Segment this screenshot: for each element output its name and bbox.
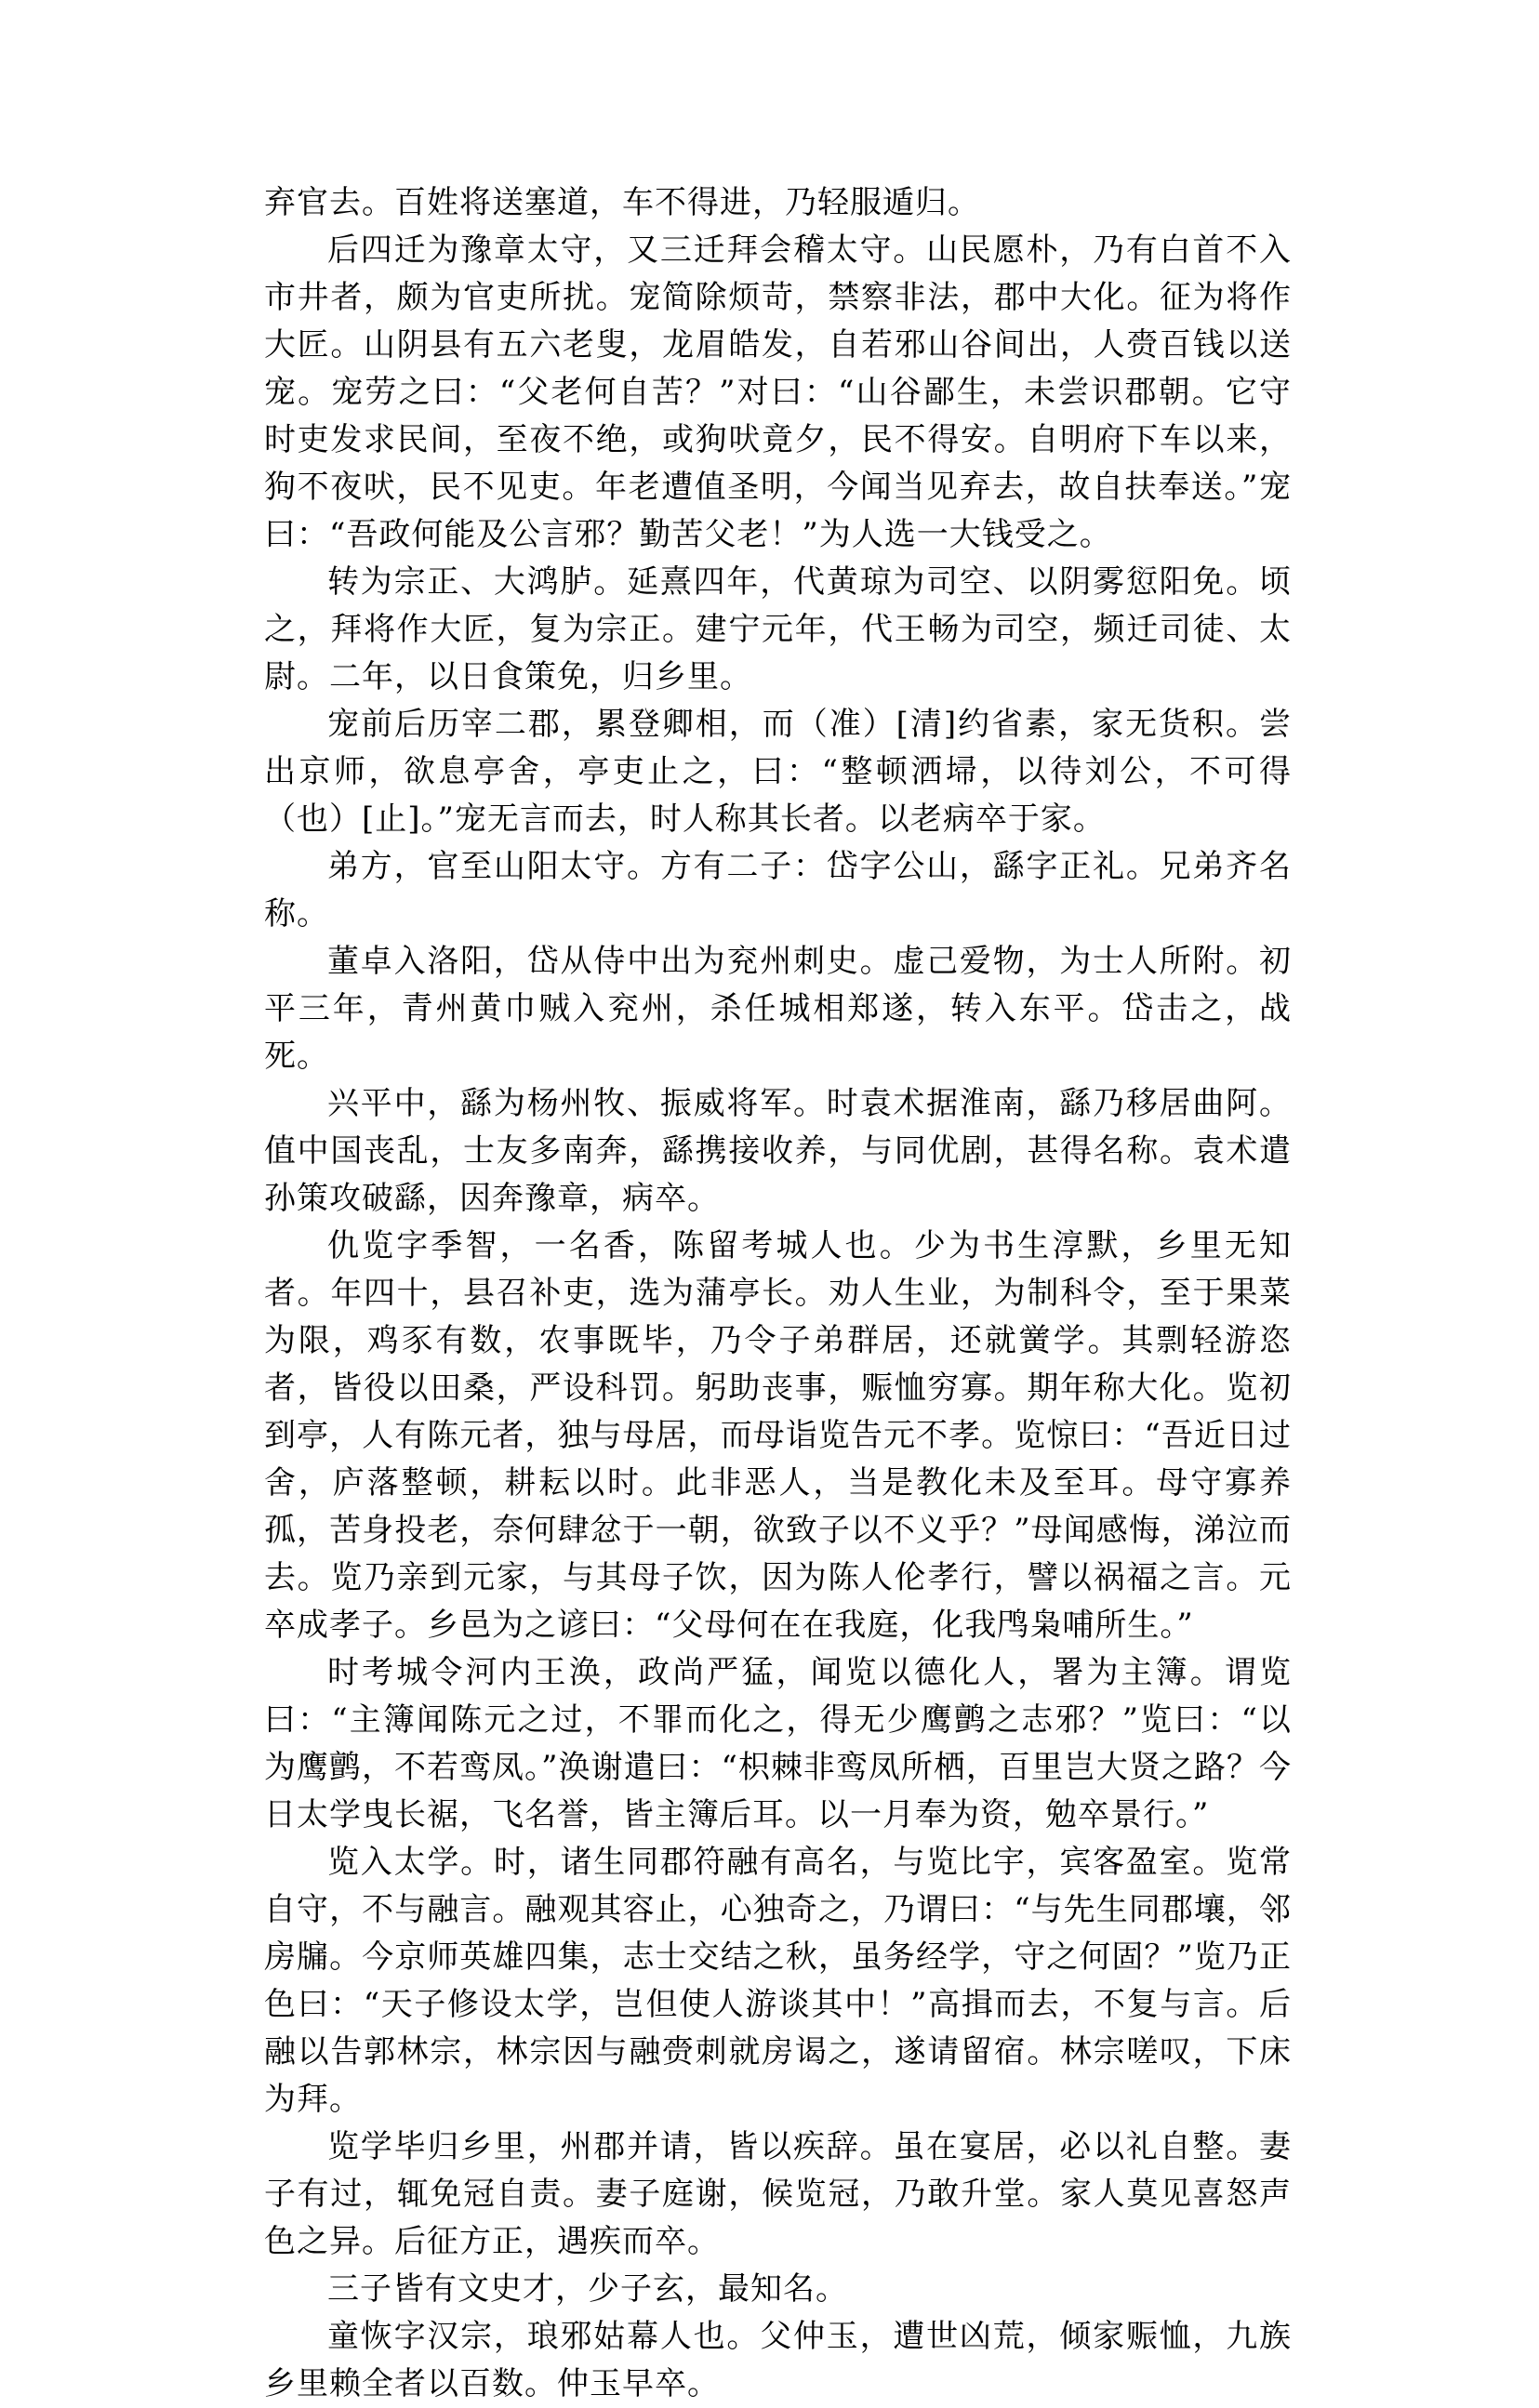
paragraph-7: 兴平中，繇为杨州牧、振威将军。时袁术据淮南，繇乃移居曲阿。值中国丧乱，士友多南奔，繇携接收养，与同优剧，甚得名称。袁术遣孙策攻破繇，因奔豫章，病卒。 [264, 1085, 1292, 1217]
paragraph-5: 弟方，官至山阳太守。方有二子：岱字公山，繇字正礼。兄弟齐名称。 [264, 848, 1292, 933]
paragraph-10: 览入太学。时，诸生同郡符融有高名，与览比宇，宾客盈室。览常自守，不与融言。融观其容止，心独奇之，乃谓曰：“与先生同郡壤，邻房牖。今京师英雄四集，志士交结之秋，虽务经学，守之何固？”览乃正色曰：“天子修设太学，岂但使人游谈其中！”高揖而去，不复与言。后融以告郭林宗，林宗因与融赍刺就房谒之，遂请留宿。林宗嗟叹，下床为拜。 [264, 1844, 1292, 2118]
paragraph-13: 童恢字汉宗，琅邪姑幕人也。父仲玉，遭世凶荒，倾家赈恤，九族乡里赖全者以百数。仲玉早卒。 [264, 2318, 1292, 2402]
paragraph-1: 弃官去。百姓将送塞道，车不得进，乃轻服遁归。 [264, 184, 980, 221]
paragraph-3: 转为宗正、大鸿胪。延熹四年，代黄琼为司空、以阴雾愆阳免。顷之，拜将作大匠，复为宗正。建宁元年，代王畅为司空，频迁司徒、太尉。二年，以日食策免，归乡里。 [264, 563, 1292, 695]
paragraph-9: 时考城令河内王涣，政尚严猛，闻览以德化人，署为主簿。谓览曰：“主簿闻陈元之过，不罪而化之，得无少鹰鹯之志邪？”览曰：“以为鹰鹯，不若鸾凤。”涣谢遣曰：“枳棘非鸾凤所栖，百里岂大贤之路？今日太学曳长裾，飞名誉，皆主簿后耳。以一月奉为资，勉卒景行。” [264, 1654, 1292, 1833]
paragraph-4: 宠前后历宰二郡，累登卿相，而（准）[清]约省素，家无货积。尝出京师，欲息亭舍，亭吏止之，曰：“整顿洒埽，以待刘公，不可得（也）[止]。”宠无言而去，时人称其长者。以老病卒于家。 [264, 706, 1292, 838]
document-page [264, 179, 1292, 2408]
paragraph-2: 后四迁为豫章太守，又三迁拜会稽太守。山民愿朴，乃有白首不入市井者，颇为官吏所扰。宠简除烦苛，禁察非法，郡中大化。征为将作大匠。山阴县有五六老叟，龙眉皓发，自若邪山谷间出，人赍百钱以送宠。宠劳之曰：“父老何自苦？”对曰：“山谷鄙生，未尝识郡朝。它守时吏发求民间，至夜不绝，或狗吠竟夕，民不得安。自明府下车以来，狗不夜吠，民不见吏。年老遭值圣明，今闻当见弃去，故自扶奉送。”宠曰：“吾政何能及公言邪？勤苦父老！”为人选一大钱受之。 [264, 232, 1292, 553]
paragraph-12: 三子皆有文史才，少子玄，最知名。 [327, 2270, 848, 2308]
paragraph-11: 览学毕归乡里，州郡并请，皆以疾辞。虽在宴居，必以礼自整。妻子有过，辄免冠自责。妻子庭谢，候览冠，乃敢升堂。家人莫见喜怒声色之异。后征方正，遇疾而卒。 [264, 2128, 1292, 2260]
paragraph-8: 仇览字季智，一名香，陈留考城人也。少为书生淳默，乡里无知者。年四十，县召补吏，选为蒲亭长。劝人生业，为制科令，至于果菜为限，鸡豕有数，农事既毕，乃令子弟群居，还就黉学。其剽轻游恣者，皆役以田桑，严设科罚。躬助丧事，赈恤穷寡。期年称大化。览初到亭，人有陈元者，独与母居，而母诣览告元不孝。览惊曰：“吾近日过舍，庐落整顿，耕耘以时。此非恶人，当是教化未及至耳。母守寡养孤，苦身投老，奈何肆忿于一朝，欲致子以不义乎？”母闻感悔，涕泣而去。览乃亲到元家，与其母子饮，因为陈人伦孝行，譬以祸福之言。元卒成孝子。乡邑为之谚曰：“父母何在在我庭，化我鸤枭哺所生。” [264, 1227, 1292, 1644]
paragraph-6: 董卓入洛阳，岱从侍中出为兖州刺史。虚己爱物，为士人所附。初平三年，青州黄巾贼入兖州，杀任城相郑遂，转入东平。岱击之，战死。 [264, 943, 1292, 1075]
